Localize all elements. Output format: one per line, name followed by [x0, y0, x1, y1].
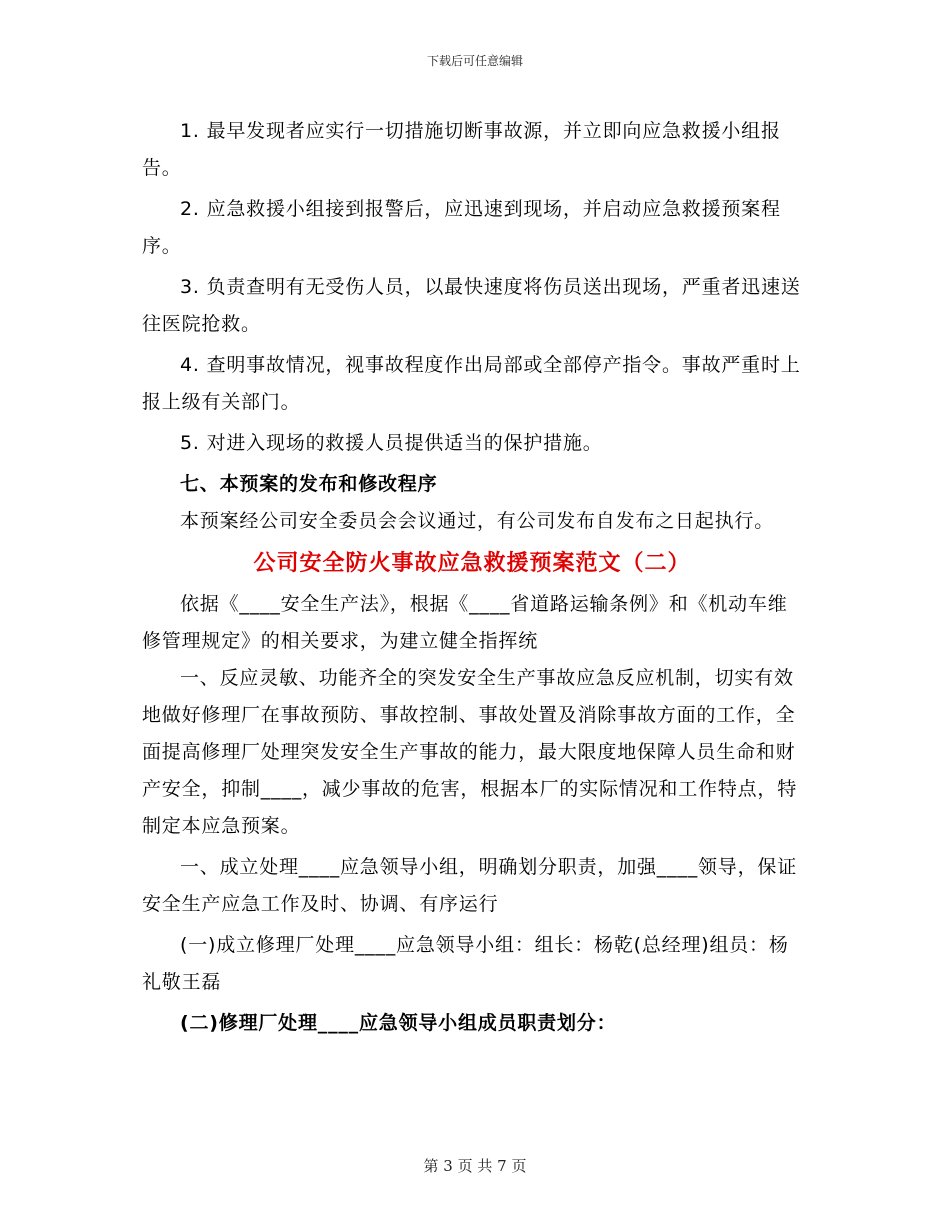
paragraph-mechanism: 一、反应灵敏、功能齐全的突发安全生产事故应急反应机制，切实有效地做好修理厂在事故预防、事故控制、事故处置及消除事故方面的工作，全面提高修理厂处理突发安全生产事故的能力，最大限度地保障人员生命和财产安全，抑制____，减少事故的危害，根据本厂的实际情况和工作特点，特制定本应急预案。 — [142, 667, 798, 837]
paragraph-leadership-group: 一、成立处理____应急领导小组，明确划分职责，加强____领导，保证安全生产应急工作及时、协调、有序运行 — [142, 856, 798, 915]
paragraph-basis: 依据《____安全生产法》，根据《____省道路运输条例》和《机动车维修管理规定》的相关要求，为建立健全指挥统 — [142, 593, 788, 652]
list-item-4: 4. 查明事故情况，视事故程度作出局部或全部停产指令。事故严重时上报上级有关部门。 — [142, 354, 801, 413]
paragraph-group-members: (一)成立修理厂处理____应急领导小组：组长：杨乾(总经理)组员：杨礼敬王磊 — [142, 934, 789, 993]
responsibilities-heading: (二)修理厂处理____应急领导小组成员职责划分： — [180, 1012, 617, 1034]
list-item-2: 2. 应急救援小组接到报警后，应迅速到现场，并启动应急救援预案程序。 — [142, 198, 781, 257]
list-item-3: 3. 负责查明有无受伤人员，以最快速度将伤员送出现场，严重者迅速送往医院抢救。 — [142, 276, 801, 335]
section-7-heading: 七、本预案的发布和修改程序 — [180, 473, 438, 495]
page-footer: 第 3 页 共 7 页 — [423, 1157, 527, 1175]
list-item-1: 1. 最早发现者应实行一切措施切断事故源，并立即向应急救援小组报告。 — [142, 120, 781, 179]
list-item-5: 5. 对进入现场的救援人员提供适当的保护措施。 — [180, 432, 603, 454]
document-title: 公司安全防火事故应急救援预案范文（二） — [253, 551, 691, 576]
page-header: 下载后可任意编辑 — [426, 54, 523, 68]
section-7-body: 本预案经公司安全委员会会议通过，有公司发布自发布之日起执行。 — [180, 510, 775, 532]
document-body — [142, 113, 802, 1042]
